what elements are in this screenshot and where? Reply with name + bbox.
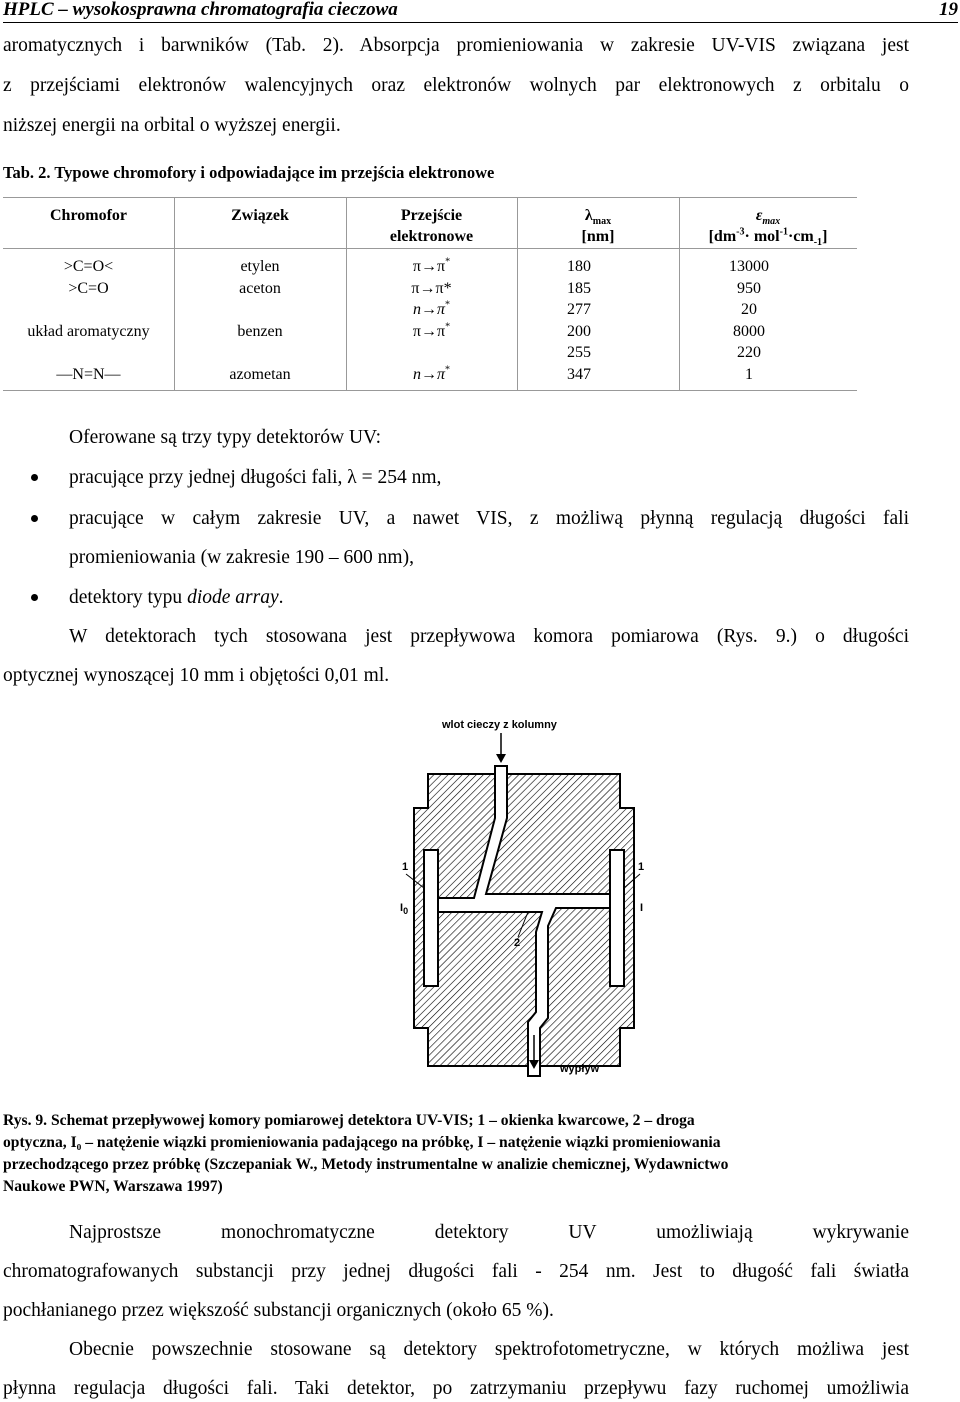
- header-przejscie: Przejście elektronowe: [389, 207, 474, 245]
- cell-eps-4: 220: [737, 344, 761, 361]
- para4-line-1: Obecnie powszechnie stosowane są detektory spektrofotometryczne, w których możliwa jest: [69, 1339, 909, 1360]
- page-number: 19: [939, 0, 958, 20]
- cell-trans-5: n→π*: [412, 364, 450, 383]
- quartz-window-right: [610, 850, 624, 986]
- header-lambda: $\lambda_{max}$ [nm]: [581, 207, 615, 245]
- intro-line-3: niższej energii na orbital o wyższej energii.: [3, 115, 341, 136]
- header-zwiazek: Związek: [231, 207, 289, 224]
- cell-lambda-0: 180: [567, 258, 591, 275]
- detector-type-2b: promieniowania (w zakresie 190 – 600 nm),: [69, 547, 414, 568]
- figure-caption-3: przechodzącego przez próbkę (Szczepaniak W., Metody instrumentalne w analizie chemicznej, Wydawnictwo: [3, 1156, 729, 1173]
- header-chromofor: Chromofor: [49, 207, 128, 224]
- cell-eps-1: 950: [737, 280, 761, 297]
- label-i0: $I_0$: [400, 902, 409, 916]
- cell-zwiazek-5: azometan: [229, 366, 291, 383]
- cell-chromofor-0: >C=O<: [63, 258, 114, 275]
- cell-chromofor-3: układ aromatyczny: [27, 323, 150, 340]
- flow-cell-diagram: [388, 700, 668, 1082]
- bullet-icon: [31, 515, 38, 522]
- para3-line-3: pochłanianego przez większość substancji organicznych (około 65 %).: [3, 1300, 554, 1321]
- bullet-icon: [31, 474, 38, 481]
- cell-lambda-5: 347: [567, 366, 591, 383]
- cell-zwiazek-0: etylen: [240, 258, 280, 275]
- bullet-icon: [31, 594, 38, 601]
- para4-line-2: płynna regulacja długości fali. Taki detektor, po zatrzymaniu przepływu fazy ruchomej umożliwia: [3, 1378, 909, 1399]
- cell-eps-2: 20: [741, 301, 757, 318]
- intro-line-2: z przejściami elektronów walencyjnych oraz elektronów wolnych par elektronowych z orbitalu o: [3, 75, 909, 96]
- cell-zwiazek-3: benzen: [237, 323, 283, 340]
- flow-cell-figure: [388, 700, 668, 1082]
- cell-eps-5: 1: [745, 366, 753, 383]
- chromophore-table: [3, 197, 857, 391]
- para2-line-1: W detektorach tych stosowana jest przepływowa komora pomiarowa (Rys. 9.) o długości: [69, 626, 909, 647]
- running-header: [3, 0, 958, 23]
- cell-lambda-2: 277: [567, 301, 591, 318]
- cell-trans-1: π→π*: [411, 280, 452, 297]
- header-epsilon: $\varepsilon_{max}$ $[dm^{-3}\cdot mol^{-1}\cdot cm_{-1}]$: [708, 207, 828, 249]
- quartz-window-left: [424, 850, 438, 986]
- cell-zwiazek-1: aceton: [239, 280, 281, 297]
- para3-line-2: chromatografowanych substancji przy jednej długości fali - 254 nm. Jest to długość fali światła: [3, 1261, 909, 1282]
- cell-chromofor-5: —N=N—: [56, 366, 121, 383]
- figure-label-inlet: wlot cieczy z kolumny: [442, 719, 557, 731]
- cell-trans-0: π→π*: [412, 256, 451, 275]
- label-2: 2: [514, 937, 521, 949]
- table-caption: Tab. 2. Typowe chromofory i odpowiadające im przejścia elektronowe: [3, 163, 495, 182]
- label-1-left: 1: [402, 861, 409, 873]
- label-1-right: 1: [638, 861, 645, 873]
- para3-line-1: Najprostsze monochromatyczne detektory UV umożliwiają wykrywanie: [69, 1222, 909, 1243]
- arrow-down-icon: [496, 754, 506, 763]
- cell-trans-2: n→π*: [412, 299, 450, 318]
- cell-lambda-3: 200: [567, 323, 591, 340]
- cell-trans-3: π→π*: [412, 321, 451, 340]
- para2-line-2: optycznej wynoszącej 10 mm i objętości 0,01 ml.: [3, 665, 390, 686]
- detector-type-3: detektory typu diode array.: [69, 587, 284, 608]
- cell-eps-3: 8000: [733, 323, 765, 340]
- detector-type-1: pracujące przy jednej długości fali, λ = 254 nm,: [69, 467, 442, 488]
- detector-type-2a: pracujące w całym zakresie UV, a nawet VIS, z możliwą płynną regulacją długości fali: [69, 508, 909, 529]
- cell-chromofor-1: >C=O: [68, 280, 109, 297]
- cell-body: [414, 774, 634, 1066]
- figure-caption-4: Naukowe PWN, Warszawa 1997): [3, 1178, 223, 1195]
- intro-line-1: aromatycznych i barwników (Tab. 2). Absorpcja promieniowania w zakresie UV-VIS związana jest: [3, 35, 909, 56]
- header-title: HPLC – wysokosprawna chromatografia cieczowa: [3, 0, 398, 20]
- figure-caption-1: Rys. 9. Schemat przepływowej komory pomiarowej detektora UV-VIS; 1 – okienka kwarcowe, 2 – droga: [3, 1112, 695, 1129]
- detectors-lead: Oferowane są trzy typy detektorów UV:: [69, 427, 382, 448]
- label-i: I: [640, 902, 644, 914]
- cell-lambda-1: 185: [567, 280, 591, 297]
- figure-label-outlet: wypływ: [560, 1063, 600, 1075]
- figure-caption-2: optyczna, I₀ – natężenie wiązki promieniowania padającego na próbkę, I – natężenie wiązki promieniowania: [3, 1134, 721, 1151]
- cell-eps-0: 13000: [729, 258, 769, 275]
- cell-lambda-4: 255: [567, 344, 591, 361]
